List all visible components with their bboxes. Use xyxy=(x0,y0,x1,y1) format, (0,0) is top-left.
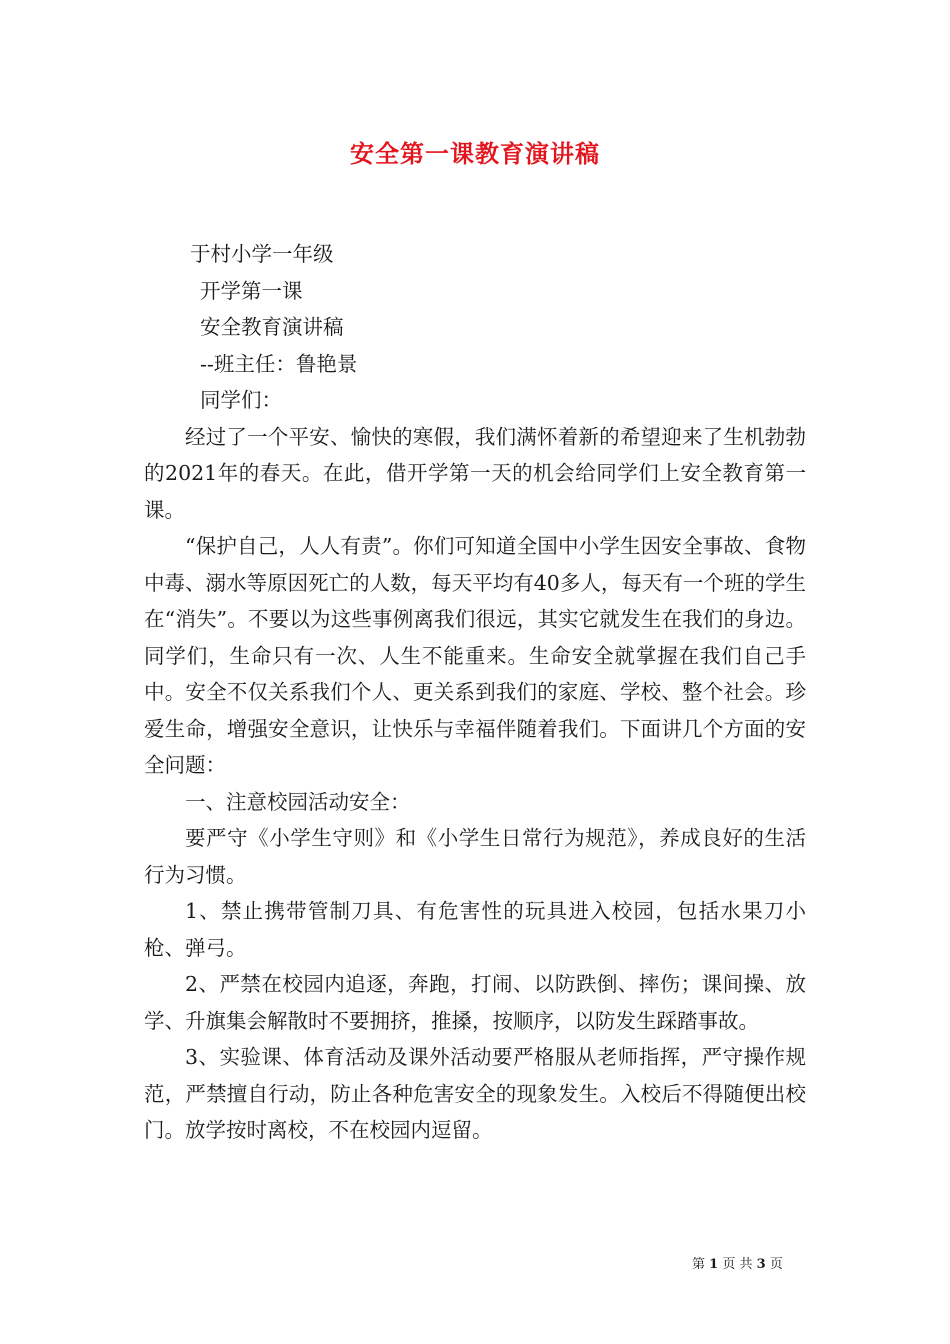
paragraph-safety-importance: “保护自己，人人有责”。你们可知道全国中小学生因安全事故、食物中毒、溺水等原因死亡的人数，每天平均有40多人，每天有一个班的学生在“消失”。不要以为这些事例离我们很远，其实它就发生在我们的身边。同学们，生命只有一次、人生不能重来。生命安全就掌握在我们自己手中。安全不仅关系我们个人、更关系到我们的家庭、学校、整个社会。珍爱生命，增强安全意识，让快乐与幸福伴随着我们。下面讲几个方面的安全问题： xyxy=(144,534,806,777)
footer-middle: 页 共 xyxy=(722,1257,753,1272)
author-line: --班主任：鲁艳景 xyxy=(200,351,358,376)
document-body xyxy=(144,236,806,1149)
document-title: 安全第一课教育演讲稿 xyxy=(350,139,600,168)
speech-type-line: 安全教育演讲稿 xyxy=(200,315,344,339)
paragraph-intro: 经过了一个平安、愉快的寒假，我们满怀着新的希望迎来了生机勃勃的2021年的春天。在此，借开学第一天的机会给同学们上安全教育第一课。 xyxy=(144,424,806,522)
rule-item-1: 1、禁止携带管制刀具、有危害性的玩具进入校园，包括水果刀小枪、弹弓。 xyxy=(144,899,806,960)
lesson-line: 开学第一课 xyxy=(200,278,303,303)
footer-current-page: 1 xyxy=(709,1257,719,1272)
footer-prefix: 第 xyxy=(692,1257,706,1272)
rule-item-2: 2、严禁在校园内追逐，奔跑，打闹、以防跌倒、摔伤；课间操、放学、升旗集会解散时不要拥挤，推搡，按顺序，以防发生踩踏事故。 xyxy=(144,972,806,1033)
greeting-line: 同学们： xyxy=(200,388,282,412)
school-line: 于村小学一年级 xyxy=(190,242,334,266)
rule-item-3: 3、实验课、体育活动及课外活动要严格服从老师指挥，严守操作规范，严禁擅自行动，防止各种危害安全的现象发生。入校后不得随便出校门。放学按时离校，不在校园内逗留。 xyxy=(144,1045,806,1142)
footer-total-pages: 3 xyxy=(756,1257,766,1272)
section-heading-campus: 一、注意校园活动安全： xyxy=(185,789,411,814)
footer-suffix: 页 xyxy=(769,1257,783,1272)
paragraph-rules: 要严守《小学生守则》和《小学生日常行为规范》，养成良好的生活行为习惯。 xyxy=(144,826,806,887)
page-number-footer xyxy=(692,1253,783,1272)
